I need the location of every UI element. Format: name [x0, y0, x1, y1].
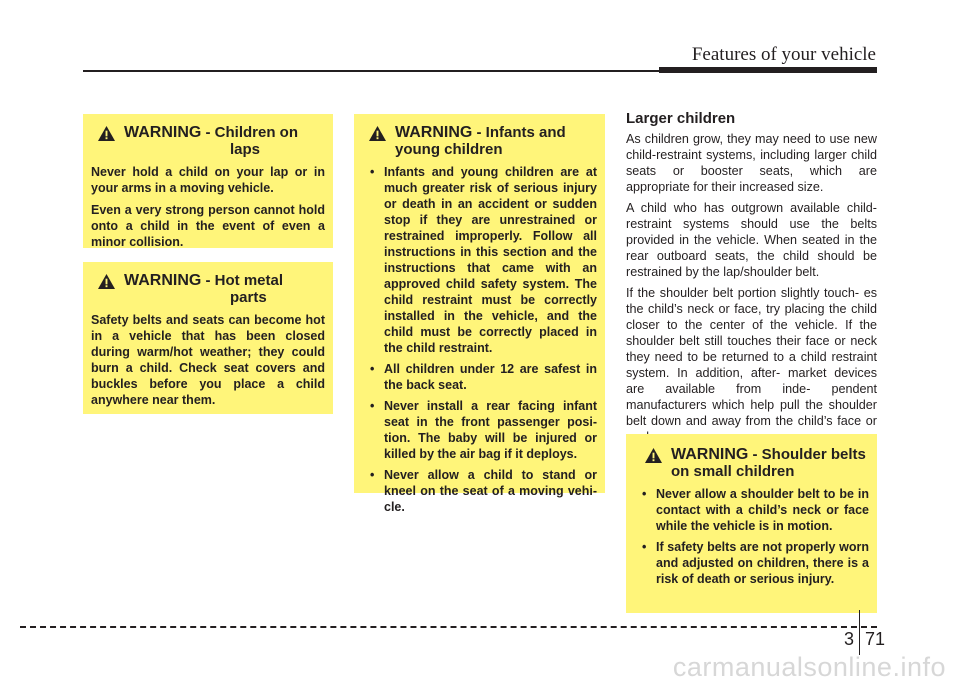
warning-title: WARNING - Children on laps — [124, 124, 298, 158]
warning-title: WARNING - Infants and young children — [395, 124, 566, 158]
page-number: 71 — [865, 629, 886, 649]
warning-paragraph: Even a very strong person cannot hold onto a child in the event of even a minor collision. — [91, 203, 325, 249]
warning-bullet-list — [362, 164, 597, 515]
section-body — [626, 131, 877, 450]
chapter-number: 3 — [844, 629, 855, 649]
warning-triangle-icon — [644, 447, 663, 464]
warning-triangle-icon — [368, 125, 387, 142]
warning-bullet-list — [634, 486, 869, 587]
header-rule-accent — [659, 67, 877, 73]
list-item: • Never install a rear facing infant seat in the front passenger posi- tion. The baby will be injured or killed by the air bag if it deploys. — [370, 399, 597, 461]
warning-box-infants-young-children — [354, 114, 605, 514]
warning-box-hot-metal-parts — [83, 262, 333, 414]
warning-heading — [644, 446, 869, 480]
warning-heading — [97, 124, 325, 158]
warning-triangle-icon — [97, 125, 116, 142]
list-item: • All children under 12 are safest in the back seat. — [370, 362, 597, 392]
list-item: • Infants and young children are at much greater risk of serious injury or death in an accident or sudden stop if they are unrestrained or restrained improperly. Follow all instructions in this section and the instructions that came with an approved child safety system. The child restraint must be correctly installed in the vehicle, and the child must be correctly placed in the child restraint. — [370, 165, 597, 355]
warning-heading — [368, 124, 597, 158]
watermark-text: carmanualsonline.info — [672, 652, 946, 682]
page-number-separator — [859, 610, 860, 655]
warning-box-children-on-laps — [83, 114, 333, 248]
warning-title: WARNING - Hot metal parts — [124, 272, 284, 306]
warning-title: WARNING - Shoulder belts on small children — [671, 446, 866, 480]
list-item: • Never allow a shoulder belt to be in contact with a child’s neck or face while the vehicle is in motion. — [642, 487, 869, 533]
body-paragraph: If the shoulder belt portion slightly touch- es the child’s neck or face, try placing the child closer to the center of the vehicle. If the shoulder belt still touches their face or neck they need to be returned to a child restraint system. In addition, after- market devices are available from inde- pendent manufacturers which help pull the shoulder belt down and away from the child’s face or — [626, 286, 877, 428]
running-header-title: Features of your vehicle — [691, 44, 876, 65]
list-item: • Never allow a child to stand or kneel on the seat of a moving vehi- cle. — [370, 468, 597, 514]
section-title: Larger children — [626, 110, 736, 127]
footer-rule — [20, 626, 877, 628]
list-item: • If safety belts are not properly worn and adjusted on children, there is a risk of death or serious injury. — [642, 540, 869, 586]
warning-paragraph: Never hold a child on your lap or in your arms in a moving vehicle. — [91, 165, 325, 195]
body-paragraph: A child who has outgrown available child- restraint systems should use the belts provided in the vehicle. When seated in the rear outboard seats, the child should be restrained by the lap/shoulder belt. — [626, 201, 877, 279]
warning-box-shoulder-belts — [626, 434, 877, 613]
warning-triangle-icon — [97, 273, 116, 290]
body-paragraph: As children grow, they may need to use new child-restraint systems, including larger child seats or booster seats, which are appropriate for their increased size. — [626, 132, 877, 194]
warning-paragraph: Safety belts and seats can become hot in a vehicle that has been closed during warm/hot weather; they could burn a child. Check seat covers and buckles before you place a child anywhere near them. — [91, 313, 325, 407]
warning-heading — [97, 272, 325, 306]
